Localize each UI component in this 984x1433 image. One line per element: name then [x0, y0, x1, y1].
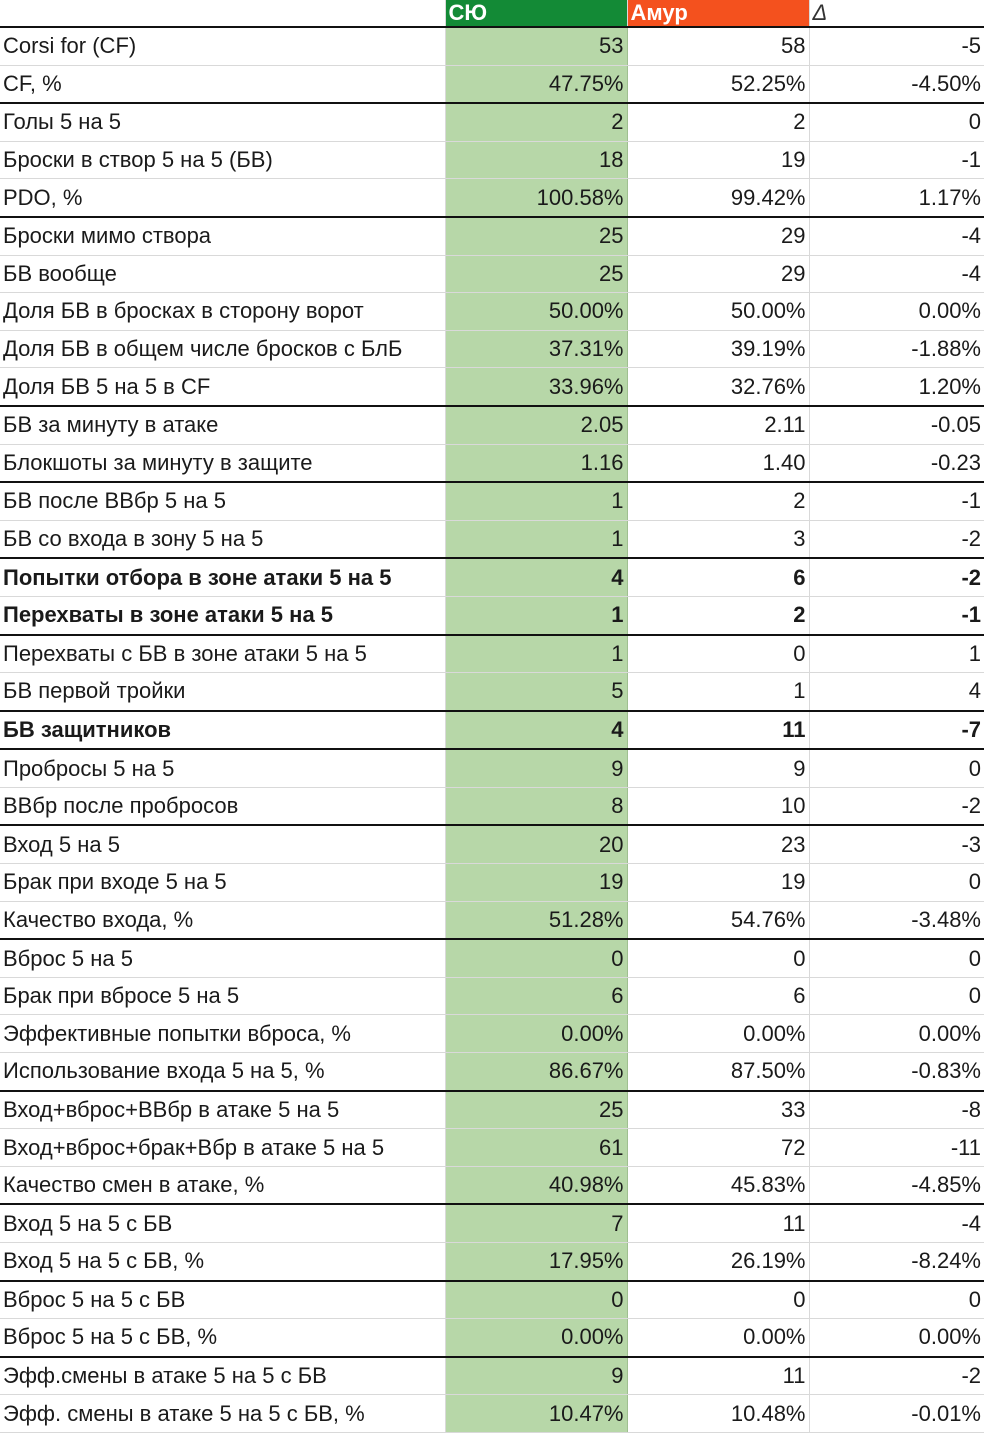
table-row: [0, 217, 984, 255]
row-label-cell[interactable]: Вход 5 на 5 с БВ, %: [0, 1243, 445, 1281]
row-delta-cell[interactable]: 4: [809, 673, 984, 711]
table-row: [0, 1243, 984, 1281]
table-row: [0, 1053, 984, 1091]
row-team1-cell[interactable]: 50.00%: [445, 293, 627, 331]
table-row: [0, 27, 984, 65]
row-team2-cell[interactable]: 2.11: [627, 406, 809, 444]
table-row: [0, 673, 984, 711]
table-row: [0, 1091, 984, 1129]
row-team1-cell[interactable]: 1.16: [445, 444, 627, 482]
table-row: [0, 444, 984, 482]
table-row: [0, 1129, 984, 1167]
row-team1-cell[interactable]: 17.95%: [445, 1243, 627, 1281]
row-label-cell[interactable]: CF, %: [0, 65, 445, 103]
row-team2-cell[interactable]: 26.19%: [627, 1243, 809, 1281]
row-team1-cell[interactable]: 2: [445, 103, 627, 141]
row-team2-cell[interactable]: 1: [627, 673, 809, 711]
row-team2-cell[interactable]: 6: [627, 558, 809, 596]
row-label-cell[interactable]: БВ за минуту в атаке: [0, 406, 445, 444]
row-team1-cell[interactable]: 18: [445, 141, 627, 179]
row-delta-cell[interactable]: 1.17%: [809, 179, 984, 217]
table-row: [0, 1319, 984, 1357]
table-row: [0, 103, 984, 141]
row-team1-cell[interactable]: 0.00%: [445, 1319, 627, 1357]
row-team2-cell[interactable]: 23: [627, 825, 809, 863]
table-row: [0, 368, 984, 406]
row-team2-cell[interactable]: 6: [627, 977, 809, 1015]
row-team1-cell[interactable]: 61: [445, 1129, 627, 1167]
row-team1-cell[interactable]: 2.05: [445, 406, 627, 444]
table-row: [0, 787, 984, 825]
row-label-cell[interactable]: Эфф.смены в атаке 5 на 5 с БВ: [0, 1357, 445, 1395]
row-team2-cell[interactable]: 9: [627, 749, 809, 787]
row-delta-cell[interactable]: -11: [809, 1129, 984, 1167]
row-delta-cell[interactable]: -3: [809, 825, 984, 863]
row-label-cell[interactable]: Доля БВ 5 на 5 в CF: [0, 368, 445, 406]
row-team2-cell[interactable]: 0: [627, 939, 809, 977]
row-team1-cell[interactable]: 0: [445, 939, 627, 977]
row-team1-cell[interactable]: 86.67%: [445, 1053, 627, 1091]
row-delta-cell[interactable]: -4.85%: [809, 1166, 984, 1204]
row-team1-cell[interactable]: 47.75%: [445, 65, 627, 103]
row-delta-cell[interactable]: 0: [809, 977, 984, 1015]
row-label-cell[interactable]: Вброс 5 на 5: [0, 939, 445, 977]
row-team1-cell[interactable]: 19: [445, 864, 627, 902]
row-label-cell[interactable]: Качество смен в атаке, %: [0, 1166, 445, 1204]
row-team2-cell[interactable]: 52.25%: [627, 65, 809, 103]
table-row: [0, 596, 984, 634]
header-team2-cell[interactable]: Амур: [627, 0, 809, 27]
header-label-cell[interactable]: [0, 0, 445, 27]
row-team2-cell[interactable]: 2: [627, 596, 809, 634]
row-delta-cell[interactable]: -4: [809, 1204, 984, 1242]
row-team2-cell[interactable]: 0.00%: [627, 1319, 809, 1357]
row-team2-cell[interactable]: 2: [627, 103, 809, 141]
row-team1-cell[interactable]: 100.58%: [445, 179, 627, 217]
row-team1-cell[interactable]: 33.96%: [445, 368, 627, 406]
table-row: [0, 406, 984, 444]
row-label-cell[interactable]: БВ со входа в зону 5 на 5: [0, 520, 445, 558]
row-team1-cell[interactable]: 8: [445, 787, 627, 825]
row-delta-cell[interactable]: -8.24%: [809, 1243, 984, 1281]
table-row: [0, 825, 984, 863]
row-label-cell[interactable]: Пробросы 5 на 5: [0, 749, 445, 787]
table-row: [0, 1357, 984, 1395]
row-team2-cell[interactable]: 99.42%: [627, 179, 809, 217]
row-label-cell[interactable]: Попытки отбора в зоне атаки 5 на 5: [0, 558, 445, 596]
row-team1-cell[interactable]: 7: [445, 1204, 627, 1242]
row-team2-cell[interactable]: 3: [627, 520, 809, 558]
table-row: [0, 558, 984, 596]
row-label-cell[interactable]: Перехваты в зоне атаки 5 на 5: [0, 596, 445, 634]
row-label-cell[interactable]: Вброс 5 на 5 с БВ: [0, 1281, 445, 1319]
header-row: [0, 0, 984, 27]
row-team2-cell[interactable]: 33: [627, 1091, 809, 1129]
row-team2-cell[interactable]: 50.00%: [627, 293, 809, 331]
row-team1-cell[interactable]: 0: [445, 1281, 627, 1319]
row-team1-cell[interactable]: 1: [445, 635, 627, 673]
row-team2-cell[interactable]: 29: [627, 255, 809, 293]
row-delta-cell[interactable]: -1.88%: [809, 330, 984, 368]
table-row: [0, 635, 984, 673]
row-delta-cell[interactable]: -2: [809, 520, 984, 558]
row-label-cell[interactable]: Блокшоты за минуту в защите: [0, 444, 445, 482]
row-label-cell[interactable]: Доля БВ в общем числе бросков с БлБ: [0, 330, 445, 368]
table-row: [0, 1281, 984, 1319]
row-label-cell[interactable]: Вброс 5 на 5 с БВ, %: [0, 1319, 445, 1357]
row-label-cell[interactable]: Corsi for (CF): [0, 27, 445, 65]
row-label-cell[interactable]: Качество входа, %: [0, 901, 445, 939]
row-label-cell[interactable]: Вход+вброс+ВВбр в атаке 5 на 5: [0, 1091, 445, 1129]
table-row: [0, 749, 984, 787]
table-row: [0, 1204, 984, 1242]
row-label-cell[interactable]: Брак при вбросе 5 на 5: [0, 977, 445, 1015]
row-team2-cell[interactable]: 11: [627, 1204, 809, 1242]
table-row: [0, 293, 984, 331]
row-delta-cell[interactable]: -1: [809, 596, 984, 634]
row-delta-cell[interactable]: -1: [809, 141, 984, 179]
row-label-cell[interactable]: Броски в створ 5 на 5 (БВ): [0, 141, 445, 179]
row-team1-cell[interactable]: 9: [445, 749, 627, 787]
row-label-cell[interactable]: ВВбр после пробросов: [0, 787, 445, 825]
row-delta-cell[interactable]: 0.00%: [809, 293, 984, 331]
row-team1-cell[interactable]: 4: [445, 711, 627, 750]
row-team1-cell[interactable]: 20: [445, 825, 627, 863]
table-row: [0, 179, 984, 217]
row-label-cell[interactable]: Доля БВ в бросках в сторону ворот: [0, 293, 445, 331]
row-delta-cell[interactable]: 0: [809, 1281, 984, 1319]
row-team2-cell[interactable]: 32.76%: [627, 368, 809, 406]
row-delta-cell[interactable]: 0: [809, 864, 984, 902]
row-label-cell[interactable]: Перехваты с БВ в зоне атаки 5 на 5: [0, 635, 445, 673]
header-team1-cell[interactable]: СЮ: [445, 0, 627, 27]
table-row: [0, 1166, 984, 1204]
row-delta-cell[interactable]: -2: [809, 558, 984, 596]
row-delta-cell[interactable]: 0: [809, 939, 984, 977]
row-delta-cell[interactable]: -0.23: [809, 444, 984, 482]
row-team1-cell[interactable]: 1: [445, 596, 627, 634]
row-team2-cell[interactable]: 72: [627, 1129, 809, 1167]
row-label-cell[interactable]: Вход+вброс+брак+Вбр в атаке 5 на 5: [0, 1129, 445, 1167]
row-team1-cell[interactable]: 0.00%: [445, 1015, 627, 1053]
row-delta-cell[interactable]: -4: [809, 217, 984, 255]
row-delta-cell[interactable]: 0: [809, 103, 984, 141]
row-team2-cell[interactable]: 0: [627, 635, 809, 673]
row-team1-cell[interactable]: 25: [445, 217, 627, 255]
row-team2-cell[interactable]: 0.00%: [627, 1015, 809, 1053]
table-row: [0, 1015, 984, 1053]
row-label-cell[interactable]: Вход 5 на 5 с БВ: [0, 1204, 445, 1242]
row-delta-cell[interactable]: -0.83%: [809, 1053, 984, 1091]
row-delta-cell[interactable]: -1: [809, 482, 984, 520]
row-delta-cell[interactable]: 1: [809, 635, 984, 673]
row-label-cell[interactable]: PDO, %: [0, 179, 445, 217]
row-label-cell[interactable]: БВ первой тройки: [0, 673, 445, 711]
row-label-cell[interactable]: Эфф. смены в атаке 5 на 5 с БВ, %: [0, 1395, 445, 1433]
row-team2-cell[interactable]: 45.83%: [627, 1166, 809, 1204]
row-team2-cell[interactable]: 11: [627, 1357, 809, 1395]
row-team1-cell[interactable]: 25: [445, 255, 627, 293]
row-delta-cell[interactable]: -7: [809, 711, 984, 750]
row-team1-cell[interactable]: 1: [445, 520, 627, 558]
table-row: [0, 255, 984, 293]
row-delta-cell[interactable]: 0: [809, 749, 984, 787]
table-row: [0, 330, 984, 368]
row-team2-cell[interactable]: 0: [627, 1281, 809, 1319]
row-team1-cell[interactable]: 5: [445, 673, 627, 711]
row-team2-cell[interactable]: 87.50%: [627, 1053, 809, 1091]
row-delta-cell[interactable]: 0.00%: [809, 1015, 984, 1053]
row-label-cell[interactable]: Голы 5 на 5: [0, 103, 445, 141]
table-row: [0, 901, 984, 939]
row-label-cell[interactable]: Эффективные попытки вброса, %: [0, 1015, 445, 1053]
row-team2-cell[interactable]: 54.76%: [627, 901, 809, 939]
row-team2-cell[interactable]: 11: [627, 711, 809, 750]
row-label-cell[interactable]: Использование входа 5 на 5, %: [0, 1053, 445, 1091]
row-delta-cell[interactable]: -3.48%: [809, 901, 984, 939]
row-delta-cell[interactable]: 0.00%: [809, 1319, 984, 1357]
row-team1-cell[interactable]: 25: [445, 1091, 627, 1129]
row-label-cell[interactable]: Вход 5 на 5: [0, 825, 445, 863]
row-team2-cell[interactable]: 19: [627, 141, 809, 179]
table-row: [0, 520, 984, 558]
row-team1-cell[interactable]: 6: [445, 977, 627, 1015]
row-team1-cell[interactable]: 51.28%: [445, 901, 627, 939]
row-delta-cell[interactable]: -4: [809, 255, 984, 293]
row-label-cell[interactable]: БВ защитников: [0, 711, 445, 750]
row-team1-cell[interactable]: 40.98%: [445, 1166, 627, 1204]
row-team2-cell[interactable]: 19: [627, 864, 809, 902]
row-delta-cell[interactable]: -2: [809, 787, 984, 825]
row-label-cell[interactable]: БВ вообще: [0, 255, 445, 293]
table-row: [0, 1395, 984, 1433]
row-delta-cell[interactable]: -5: [809, 27, 984, 65]
table-row: [0, 864, 984, 902]
row-team2-cell[interactable]: 58: [627, 27, 809, 65]
row-team2-cell[interactable]: 2: [627, 482, 809, 520]
row-label-cell[interactable]: Броски мимо створа: [0, 217, 445, 255]
row-delta-cell[interactable]: -0.05: [809, 406, 984, 444]
row-delta-cell[interactable]: -8: [809, 1091, 984, 1129]
row-team2-cell[interactable]: 10.48%: [627, 1395, 809, 1433]
table-row: [0, 482, 984, 520]
row-delta-cell[interactable]: 1.20%: [809, 368, 984, 406]
row-team1-cell[interactable]: 10.47%: [445, 1395, 627, 1433]
row-team1-cell[interactable]: 4: [445, 558, 627, 596]
table-row: [0, 939, 984, 977]
row-label-cell[interactable]: Брак при входе 5 на 5: [0, 864, 445, 902]
row-delta-cell[interactable]: -4.50%: [809, 65, 984, 103]
row-team2-cell[interactable]: 10: [627, 787, 809, 825]
table-row: [0, 977, 984, 1015]
table-row: [0, 141, 984, 179]
row-delta-cell[interactable]: -2: [809, 1357, 984, 1395]
header-delta-cell[interactable]: Δ: [809, 0, 984, 27]
row-team1-cell[interactable]: 9: [445, 1357, 627, 1395]
row-label-cell[interactable]: БВ после ВВбр 5 на 5: [0, 482, 445, 520]
row-team1-cell[interactable]: 53: [445, 27, 627, 65]
row-team2-cell[interactable]: 29: [627, 217, 809, 255]
row-delta-cell[interactable]: -0.01%: [809, 1395, 984, 1433]
row-team2-cell[interactable]: 1.40: [627, 444, 809, 482]
row-team1-cell[interactable]: 1: [445, 482, 627, 520]
table-body: [0, 27, 984, 1432]
table-row: [0, 65, 984, 103]
table-row: [0, 711, 984, 750]
row-team1-cell[interactable]: 37.31%: [445, 330, 627, 368]
row-team2-cell[interactable]: 39.19%: [627, 330, 809, 368]
